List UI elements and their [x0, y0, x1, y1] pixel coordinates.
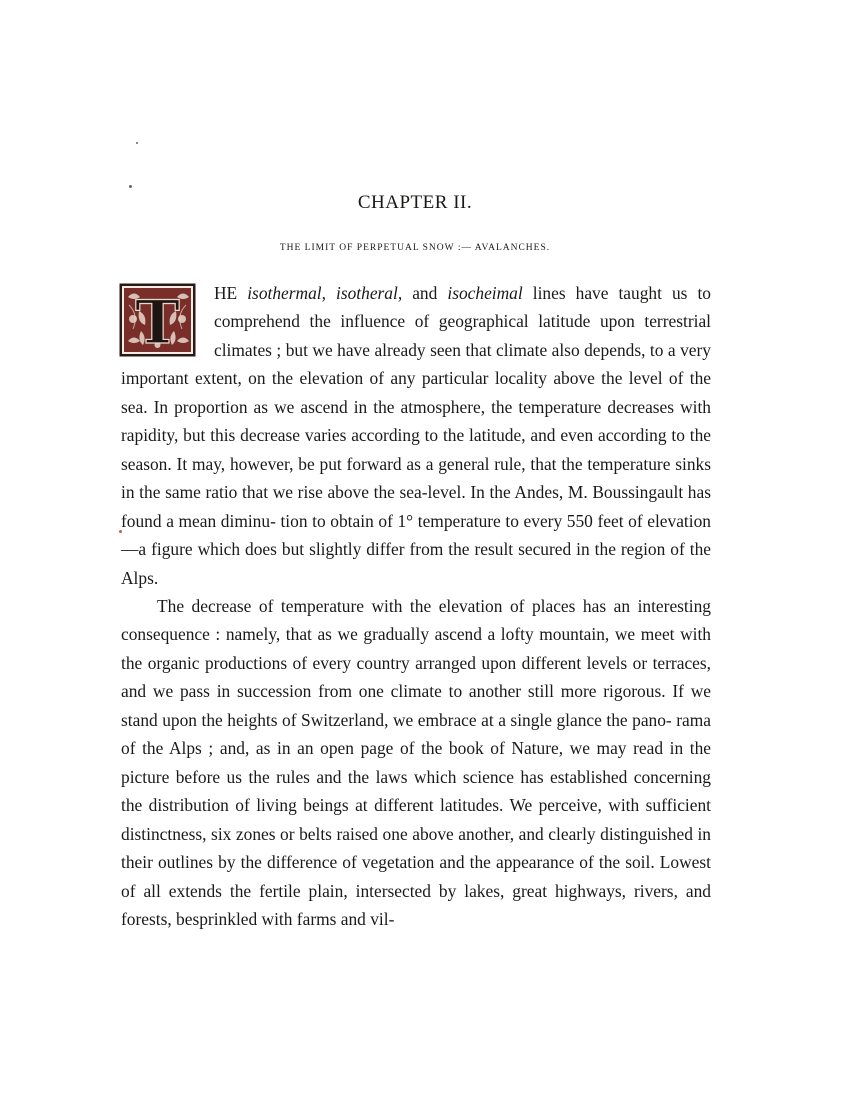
dropcap-continuation: HE [214, 283, 248, 303]
decorated-initial-t-icon [119, 283, 196, 357]
term-isotheral: isotheral, [336, 283, 403, 303]
print-speck [129, 185, 132, 188]
term-isocheimal: isocheimal [447, 283, 523, 303]
print-speck [136, 142, 138, 144]
term-isothermal: isothermal, [247, 283, 326, 303]
chapter-title: CHAPTER II. [357, 192, 473, 213]
body-text [121, 279, 711, 933]
svg-text:T: T [135, 288, 180, 357]
term-separator [326, 283, 336, 303]
paragraph-2: The decrease of temperature with the elevation of places has an interesting consequence : namely, that as we gradually ascend a lofty mountain, we meet with the organic productions of every country arranged upon different levels or terraces, and we pass in succession from one climate to another still more rigorous. If we stand upon the heights of Switzerland, we embrace at a single glance the pano- rama of the Alps ; and, as in an open page of the book of Nature, we may read in the picture before us the rules and the laws which science has established concerning the distribution of living beings at different latitudes. We perceive, with sufficient distinctness, six zones or belts raised one above another, and clearly distinguished in their outlines by the difference of vegetation and the appearance of the soil. Lowest of all extends the fertile plain, intersected by lakes, great highways, rivers, and forests, besprinkled with farms and vil- [121, 595, 711, 929]
term-separator: and [402, 283, 448, 303]
paragraph-1-body: lines have taught us to comprehend the influence of geographical latitude upon terrestrial climates ; but we have already seen that climate also depends, to a very important extent, on the elevation of any particular locality above the level of the sea. In proportion as we ascend in the atmosphere, the temperature decreases with rapidity, but this decrease varies according to the latitude, and even according to the season. It may, however, be put forward as a general rule, that the temperature sinks in the same ratio that we rise above the sea-level. In the Andes, M. Boussingault has found a mean diminu- tion to obtain of 1° temperature to every 550 feet of elevation—a figure which does but slightly differ from the result secured in the region of the Alps. [121, 283, 711, 588]
paragraph-1 [121, 279, 711, 592]
chapter-subtitle: THE LIMIT OF PERPETUAL SNOW :— AVALANCHES. [279, 243, 551, 253]
